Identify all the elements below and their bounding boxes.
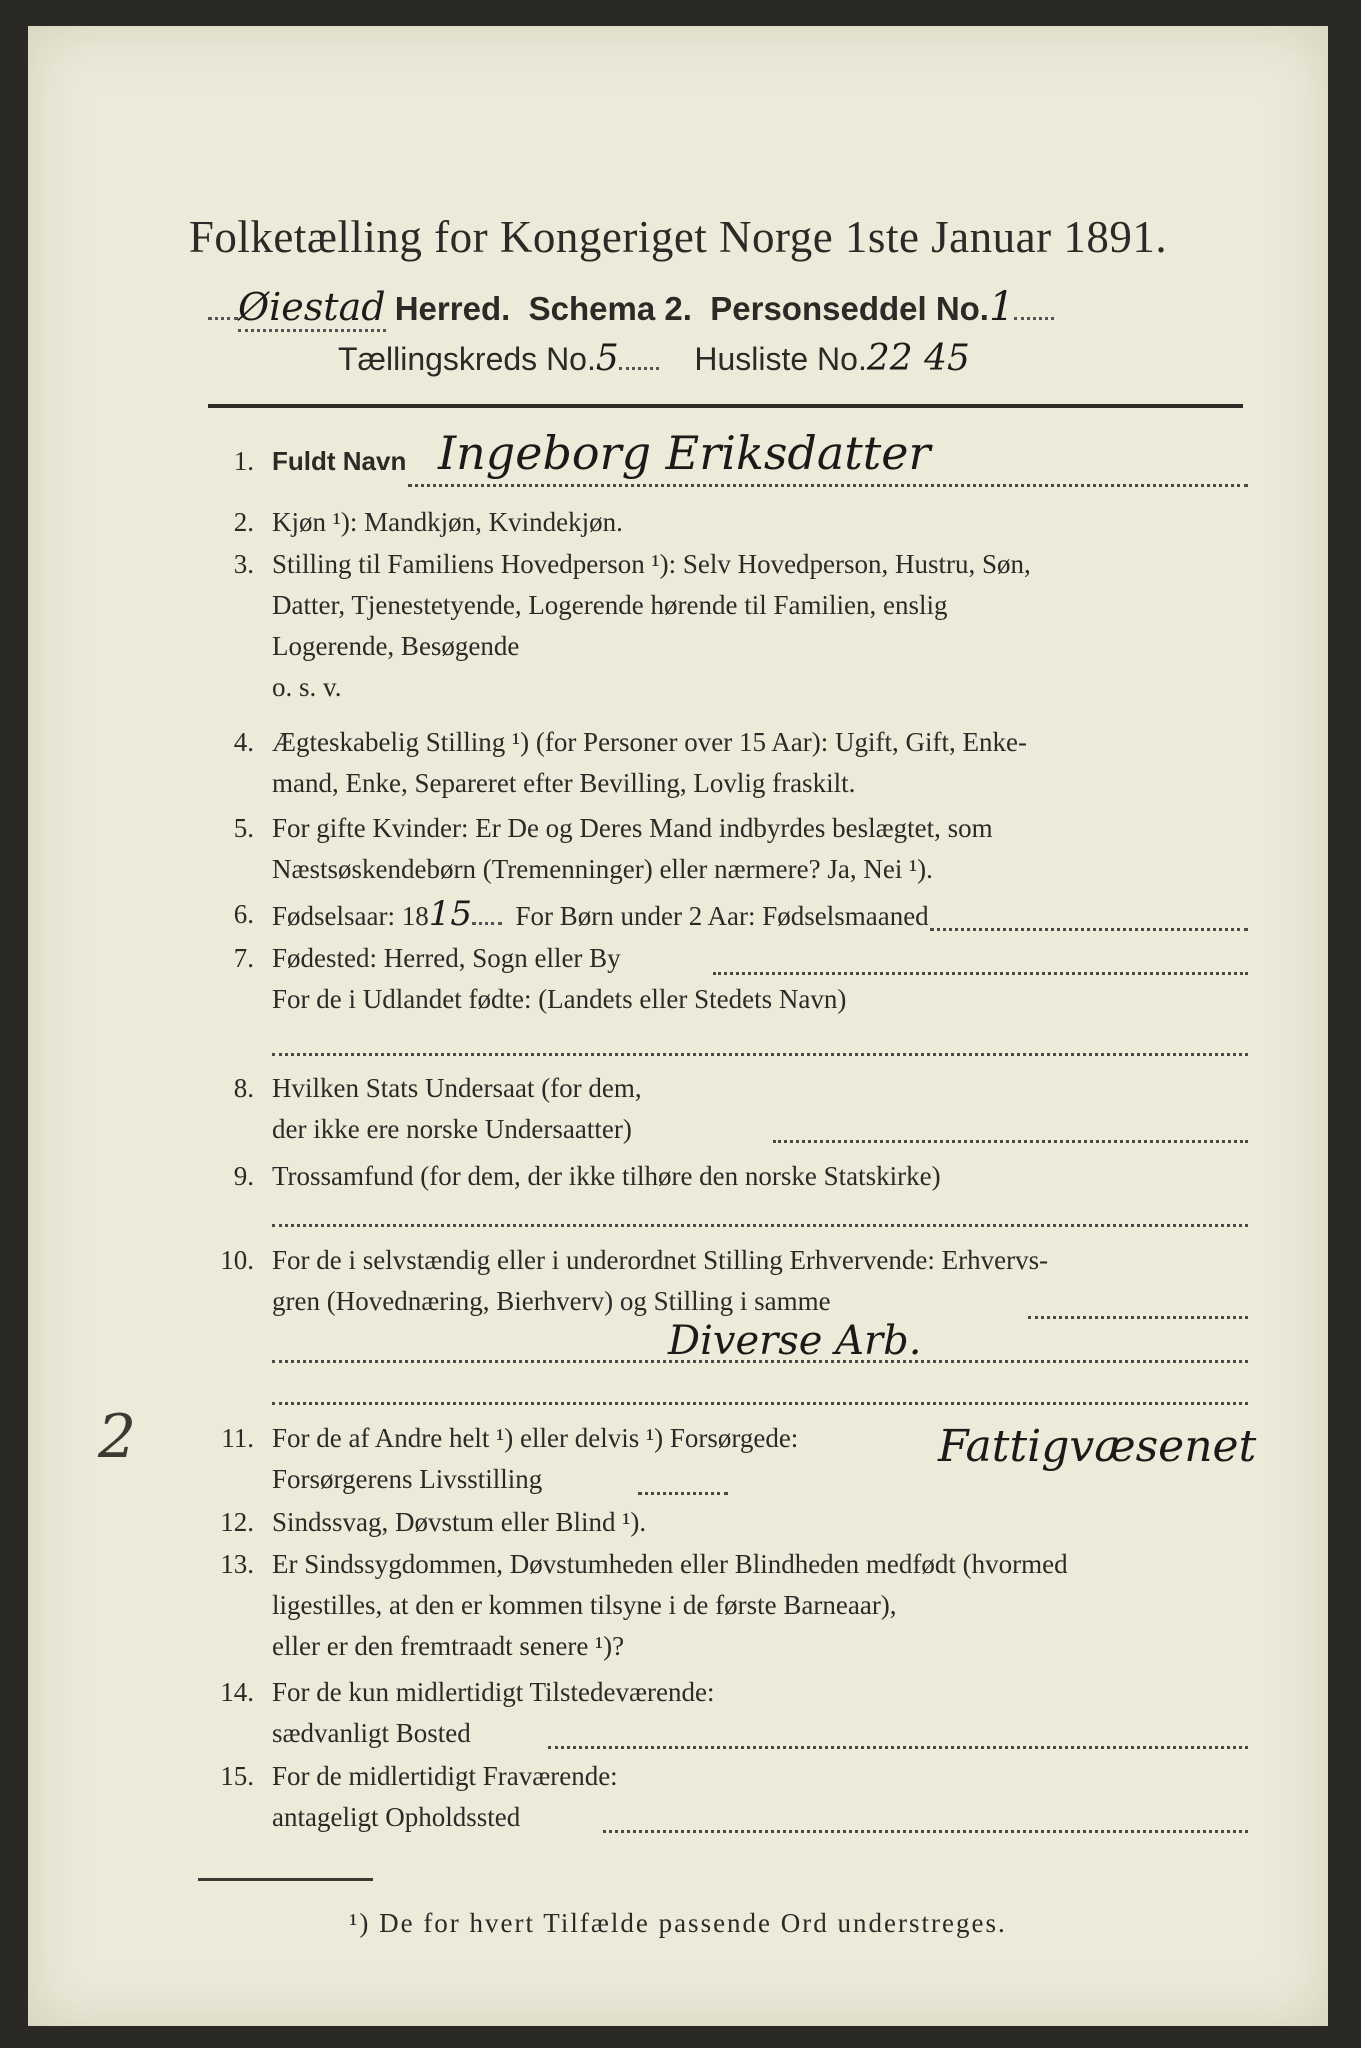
item-text: Sindssvag, Døvstum eller Blind ¹). [272,1507,647,1537]
occupation-fill-line-2 [272,1360,1248,1363]
item-number: 1. [233,446,254,476]
item-text: o. s. v. [272,672,342,702]
religion-fill-line [272,1224,1248,1227]
item-text: eller er den fremtraadt senere ¹)? [272,1631,625,1661]
foreign-birthplace-fill-line [272,1053,1248,1056]
form-title: Folketælling for Kongeriget Norge 1ste Januar 1891. [188,212,1168,262]
item-text: Hvilken Stats Undersaat (for dem, [272,1073,642,1103]
birth-year-value: 15 [428,894,472,934]
item-text: For Børn under 2 Aar: Fødselsmaaned [515,901,929,931]
census-form-page [28,26,1328,2026]
full-name-value: Ingeborg Eriksdatter [438,426,931,480]
footnote: ¹) De for hvert Tilfælde passende Ord understreges. [349,1908,1007,1938]
item-text: der ikke ere norske Undersaatter) [272,1114,632,1144]
husliste-value: 22 45 [866,338,970,379]
personseddel-label: Personseddel No. [710,290,989,327]
item-number: 3. [233,549,254,579]
item-number: 4. [233,727,254,757]
item-text: Kjøn ¹): Mandkjøn, Kvindekjøn. [272,507,623,537]
residence-fill-line [548,1746,1248,1749]
name-fill-line [408,484,1248,487]
citizenship-fill-line [773,1140,1248,1143]
item-text: For de i Udlandet fødte: (Landets eller Stedets Navn) [272,984,847,1014]
husliste-label: Husliste No. [694,341,867,377]
item-text: Er Sindssygdommen, Døvstumheden eller Blindheden medfødt (hvormed [272,1549,1068,1579]
herred-label: Herred. [394,290,511,327]
footnote-divider [198,1878,373,1881]
schema-label: Schema 2. [528,290,692,327]
item-text: Ægteskabelig Stilling ¹) (for Personer over 15 Aar): Ugift, Gift, Enke- [272,727,1027,757]
occupation-value: Diverse Arb. [668,1318,922,1364]
kreds-husliste-line [338,338,1238,388]
item-text: gren (Hovednæring, Bierhverv) og Stilling i samme [272,1286,831,1316]
provider-occupation-value: Fattigvæsenet [938,1421,1257,1472]
birthplace-fill-line [713,972,1248,975]
item-text: For gifte Kvinder: Er De og Deres Mand indbyrdes beslægtet, som [272,813,993,843]
item-text: Stilling til Familiens Hovedperson ¹): Selv Hovedperson, Hustru, Søn, [272,549,1031,579]
personseddel-value: 1 [988,284,1015,330]
occupation-fill-line-3 [272,1402,1248,1405]
item-text: Fødested: Herred, Sogn eller By [272,943,621,973]
item-number: 11. [221,1423,254,1453]
item-number: 15. [220,1761,254,1791]
item-text: For de midlertidigt Fraværende: [272,1761,618,1791]
item-number: 13. [220,1549,254,1579]
item-number: 14. [220,1677,254,1707]
item-text: sædvanligt Bosted [272,1718,471,1748]
item-text: For de af Andre helt ¹) eller delvis ¹) Forsørgede: [272,1423,799,1453]
herred-value: Øiestad [238,285,386,332]
item-text: Datter, Tjenestetyende, Logerende hørende til Familien, enslig [272,590,948,620]
item-number: 5. [233,813,254,843]
birth-month-fill-line [930,928,1248,931]
item-text: ligestilles, at den er kommen tilsyne i de første Barneaar), [272,1590,897,1620]
item-text: mand, Enke, Separeret efter Bevilling, Lovlig fraskilt. [272,768,856,798]
item-number: 6. [233,899,254,929]
herred-schema-line [208,284,1248,334]
item-label: Fuldt Navn [272,446,407,476]
item-number: 2. [233,507,254,537]
item-number: 7. [233,943,254,973]
item-number: 8. [233,1073,254,1103]
item-number: 10. [220,1245,254,1275]
kreds-value: 5 [595,338,619,379]
item-text: Næstsøskendebørn (Tremenninger) eller nærmere? Ja, Nei ¹). [272,854,933,884]
item-text: Logerende, Besøgende [272,631,520,661]
item-text: Forsørgerens Livsstilling [272,1464,543,1494]
item-number: 9. [233,1161,254,1191]
header-divider [208,404,1243,408]
item-text: For de i selvstændig eller i underordnet Stilling Erhvervende: Erhvervs- [272,1245,1049,1275]
item-text: For de kun midlertidigt Tilstedeværende: [272,1677,715,1707]
provider-fill-line [638,1492,728,1495]
kreds-label: Tællingskreds No. [338,341,596,377]
occupation-fill-line-1 [1028,1316,1248,1319]
margin-note: 2 [98,1402,137,1472]
item-text: antageligt Opholdssted [272,1802,521,1832]
whereabouts-fill-line [603,1830,1248,1833]
item-text: Fødselsaar: 18 [272,901,429,931]
item-number: 12. [220,1507,254,1537]
item-text: Trossamfund (for dem, der ikke tilhøre den norske Statskirke) [272,1161,941,1191]
